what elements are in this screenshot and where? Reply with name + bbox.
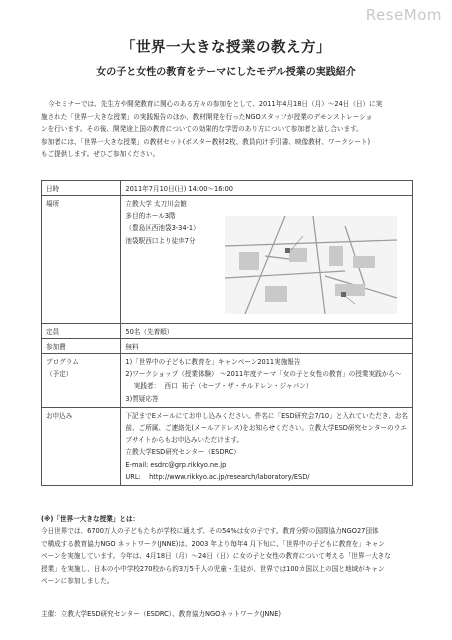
table-row-fee xyxy=(42,339,413,354)
note-line: ペーンに参加しました。 xyxy=(41,577,114,586)
venue-line: 池袋駅西口より徒歩7分 xyxy=(125,236,196,245)
intro-line: 今セミナーでは、先生方や開発教育に関心のある方々の参加をとして、2011年4月18日（月）〜24日（日）に実 xyxy=(48,100,383,108)
table-row-venue xyxy=(42,196,413,324)
fee-label: 参加費 xyxy=(42,339,121,354)
apply-line: ブサイトからもお申込みいただけます。 xyxy=(125,436,244,445)
venue-cell xyxy=(121,196,413,324)
note-line: 授業」を実施し、日本の小中学校270校から約3万5千人の児童・生徒が、世界では100カ国以上の国と地域がキャン xyxy=(41,564,385,573)
venue-line: （豊島区西池袋3-34-1） xyxy=(125,224,200,233)
program-item: 3)質疑応答 xyxy=(125,394,159,403)
table-row-date xyxy=(42,181,413,196)
event-info-table xyxy=(41,180,413,486)
apply-email[interactable]: E-mail: esdrc@grp.rikkyo.ne.jp xyxy=(125,460,227,469)
venue-line: 立教大学 太刀川会館 xyxy=(125,200,187,208)
venue-label: 場所 xyxy=(42,196,121,324)
capacity-value: 50名（先着順） xyxy=(121,324,413,339)
date-label: 日時 xyxy=(42,181,121,196)
page-subtitle: 女の子と女性の教育をテーマにしたモデル授業の実践紹介 xyxy=(96,67,356,78)
date-value: 2011年7月10日(日) 14:00〜16:00 xyxy=(121,181,413,196)
program-item: 2)ワークショップ（授業体験） 〜2011年度テーマ「女の子と女性の教育」の授業実践から〜 xyxy=(125,370,402,379)
table-row-program xyxy=(42,354,413,408)
apply-url[interactable]: URL: http://www.rikkyo.ac.jp/research/laboratory/ESD/ xyxy=(125,472,310,481)
note-heading: (※)「世界一大きな授業」とは： xyxy=(41,515,140,523)
fee-value: 無料 xyxy=(121,339,413,354)
program-item: 実践者： 西口 祐子（セーブ・ザ・チルドレン・ジャパン） xyxy=(125,382,313,391)
venue-map-image xyxy=(225,216,397,314)
program-label-line: プログラム xyxy=(46,358,79,366)
apply-details xyxy=(121,407,413,485)
intro-paragraph xyxy=(41,98,413,161)
intro-line: ンを行います。その後、開発途上国の教育についての効果的な学習のあり方について参加者と話し合います。 xyxy=(41,125,363,134)
venue-address xyxy=(125,198,199,247)
program-list xyxy=(121,354,413,408)
apply-line: 前、ご所属、ご連絡先(メールアドレス)をお知らせください。立教大学ESD研究センターのウエ xyxy=(125,424,407,433)
venue-line: 多目的ホール3階 xyxy=(125,212,176,221)
note-line: ペーンを実施しています。今年は、4月18日（月）〜24日（日）に女の子と女性の教育について考える「世界一大きな xyxy=(41,552,391,561)
apply-line: 下記までEメールにてお申し込みください。件名に「ESD研究会7/10」と入れていただき、お名 xyxy=(125,411,408,420)
capacity-label: 定員 xyxy=(42,324,121,339)
intro-line: 施された「世界一大きな授業」の実践報告のほか、教材開発を行ったNGOスタッフが授業のデモンストレーショ xyxy=(41,112,373,121)
program-label xyxy=(42,354,121,408)
intro-line: もご提供します。ぜひご参加ください。 xyxy=(41,150,160,159)
intro-line: 参加者には、「世界一大きな授業」の教材セット(ポスター教材2枚、教員向け手引書、映像教材、ワークシート) xyxy=(41,137,371,146)
table-row-capacity xyxy=(42,324,413,339)
table-row-apply xyxy=(42,407,413,485)
note-section xyxy=(41,513,413,587)
page-title: 「世界一大きな授業の教え方」 xyxy=(121,40,331,56)
program-item: 1)「世界中の子どもに教育を」キャンペーン2011実施報告 xyxy=(125,358,301,366)
note-line: 今日世界では、6700万人の子どもたちが学校に通えず、その54%は女の子です。教育分野の国際協力NGO27団体 xyxy=(41,527,379,536)
program-label-line: （予定） xyxy=(46,370,73,379)
sponsor-line: 主催：立教大学ESD研究センター（ESDRC）、教育協力NGOネットワーク(JNNE) xyxy=(41,610,281,618)
watermark-logo: ReseMom xyxy=(365,6,442,24)
apply-line: 立教大学ESD研究センター（ESDRC） xyxy=(125,448,240,457)
apply-label: お申込み xyxy=(42,407,121,485)
note-line: で構成する教育協力NGO ネットワーク(JNNE)は、2003 年より毎年4 月下旬に、「世界中の子どもに教育を」キャン xyxy=(41,539,385,548)
